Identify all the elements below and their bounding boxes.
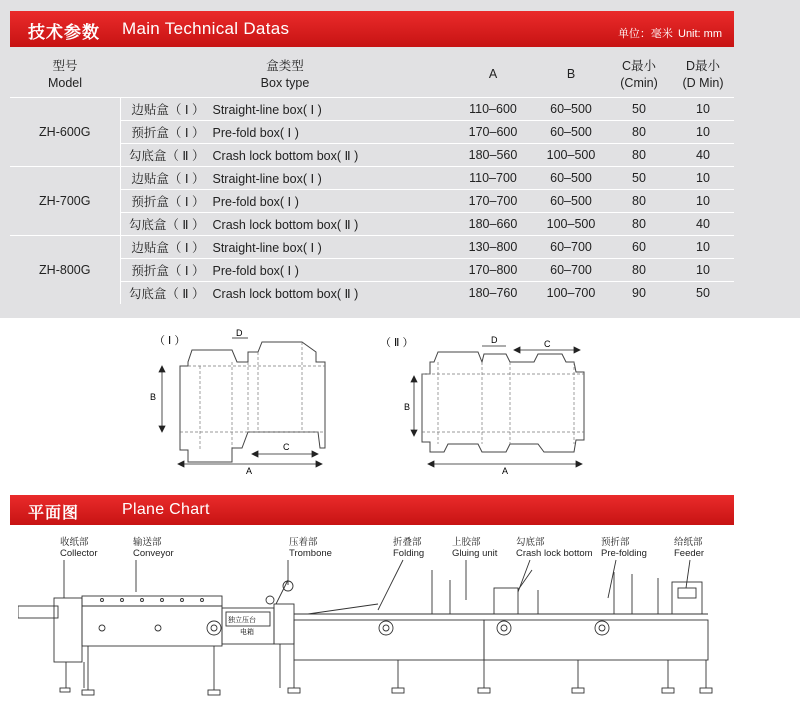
value-d-cell: 50 [672,281,734,304]
value-b-cell: 100–500 [536,212,606,235]
diagram2-d: D [491,335,498,345]
box-diagram-type1 [140,322,340,477]
value-c-cell: 50 [606,97,672,120]
boxtype-en: Straight-line box( Ⅰ ) [212,171,322,186]
value-d-cell: 10 [672,120,734,143]
value-d-cell: 10 [672,189,734,212]
boxtype-cn: 预折盒（ Ⅰ ） [131,194,205,209]
unit-en: Unit: mm [678,28,722,40]
boxtype-en: Pre-fold box( Ⅰ ) [212,263,299,278]
value-b-cell: 60–700 [536,258,606,281]
spec-title-cn: 技术参数 [28,23,100,42]
unit-cn: 单位：毫米 [617,28,673,40]
value-a-cell: 170–700 [450,189,536,212]
boxtype-cell [120,281,450,304]
diagram2-b: B [404,402,411,412]
value-b-cell: 60–500 [536,97,606,120]
value-d-cell: 10 [672,166,734,189]
boxtype-cell [120,212,450,235]
value-b-cell: 60–700 [536,235,606,258]
machine-drawing [18,540,728,710]
value-a-cell: 180–560 [450,143,536,166]
header-d-sub: (D Min) [682,75,724,90]
value-c-cell: 80 [606,212,672,235]
value-c-cell: 80 [606,120,672,143]
diagram1-label: （ Ⅰ ） [154,335,186,347]
value-c-cell: 90 [606,281,672,304]
value-b-cell: 100–700 [536,281,606,304]
header-model-cn: 型号 [52,58,78,73]
plane-title-banner [10,495,734,525]
value-b-cell: 60–500 [536,189,606,212]
boxtype-cn: 勾底盒（ Ⅱ ） [128,286,205,301]
part-label-collector: 收纸部 Collector [60,537,98,559]
value-a-cell: 110–600 [450,97,536,120]
header-d [672,53,734,97]
plane-title-cn: 平面图 [28,505,80,522]
header-boxtype-en: Box type [260,75,310,90]
table-row [10,166,734,189]
spec-table [10,53,734,304]
boxtype-en: Pre-fold box( Ⅰ ) [212,125,299,140]
header-b: B [566,67,576,82]
boxtype-cn: 边贴盒（ Ⅰ ） [131,240,205,255]
header-c-sub: (Cmin) [620,75,658,90]
diagram1-c: C [283,442,290,452]
value-d-cell: 10 [672,258,734,281]
boxtype-en: Straight-line box( Ⅰ ) [212,102,322,117]
header-model [10,53,120,97]
model-cell: ZH-600G [10,97,120,166]
value-c-cell: 80 [606,189,672,212]
boxtype-en: Crash lock bottom box( Ⅱ ) [212,217,359,232]
boxtype-en: Crash lock bottom box( Ⅱ ) [212,286,359,301]
part-label-gluing: 上胶部 Gluing unit [452,537,498,559]
value-d-cell: 10 [672,235,734,258]
diagram2-label: （ Ⅱ ） [380,337,414,349]
boxtype-cell [120,189,450,212]
boxtype-cell [120,235,450,258]
header-c-cn: C最小 [621,58,657,73]
boxtype-en: Straight-line box( Ⅰ ) [212,240,322,255]
value-c-cell: 80 [606,258,672,281]
part-label-pre-folding: 预折部 Pre-folding [601,537,647,559]
part-label-crash-lock: 勾底部 Crash lock bottom [516,537,593,559]
value-b-cell: 60–500 [536,120,606,143]
box-diagram-type2 [378,322,598,477]
value-a-cell: 170–800 [450,258,536,281]
value-b-cell: 60–500 [536,166,606,189]
table-row [10,235,734,258]
value-c-cell: 60 [606,235,672,258]
value-c-cell: 50 [606,166,672,189]
value-a-cell: 180–760 [450,281,536,304]
boxtype-en: Pre-fold box( Ⅰ ) [212,194,299,209]
diagram1-a: A [246,466,253,476]
value-a-cell: 170–600 [450,120,536,143]
boxtype-cell [120,97,450,120]
boxtype-cn: 预折盒（ Ⅰ ） [131,125,205,140]
value-a-cell: 180–660 [450,212,536,235]
control-box-label-2: 电箱 [240,629,254,636]
boxtype-en: Crash lock bottom box( Ⅱ ) [212,148,359,163]
header-model-en: Model [47,75,83,90]
boxtype-cell [120,166,450,189]
unit-label [616,25,722,41]
diagram2-c: C [544,339,551,349]
boxtype-cn: 边贴盒（ Ⅰ ） [131,102,205,117]
model-cell: ZH-800G [10,235,120,304]
boxtype-cn: 边贴盒（ Ⅰ ） [131,171,205,186]
value-b-cell: 100–500 [536,143,606,166]
part-label-trombone: 压着部 Trombone [289,537,332,559]
boxtype-cell [120,120,450,143]
part-label-conveyor: 输送部 Conveyor [133,537,174,559]
value-a-cell: 130–800 [450,235,536,258]
value-d-cell: 10 [672,97,734,120]
header-c [606,53,672,97]
boxtype-cell [120,258,450,281]
boxtype-cell [120,143,450,166]
part-label-feeder: 给纸部 Feeder [674,537,705,559]
header-a: A [488,67,498,82]
spec-title-en: Main Technical Datas [122,19,290,38]
value-a-cell: 110–700 [450,166,536,189]
control-box-label-1: 独立压台 [228,617,256,624]
plane-title-en: Plane Chart [122,501,210,518]
model-cell: ZH-700G [10,166,120,235]
spec-title-banner [10,11,734,47]
boxtype-cn: 预折盒（ Ⅰ ） [131,263,205,278]
diagram1-b: B [150,392,157,402]
part-label-folding: 折叠部 Folding [393,537,425,559]
table-row [10,97,734,120]
diagram2-a: A [502,466,509,476]
boxtype-cn: 勾底盒（ Ⅱ ） [128,217,205,232]
value-d-cell: 40 [672,212,734,235]
value-c-cell: 80 [606,143,672,166]
header-boxtype-cn: 盒类型 [266,58,304,73]
value-d-cell: 40 [672,143,734,166]
boxtype-cn: 勾底盒（ Ⅱ ） [128,148,205,163]
spec-panel [0,0,800,318]
header-d-cn: D最小 [685,58,721,73]
header-boxtype [120,53,450,97]
diagram1-d: D [236,328,243,338]
spec-table-header [10,53,734,97]
